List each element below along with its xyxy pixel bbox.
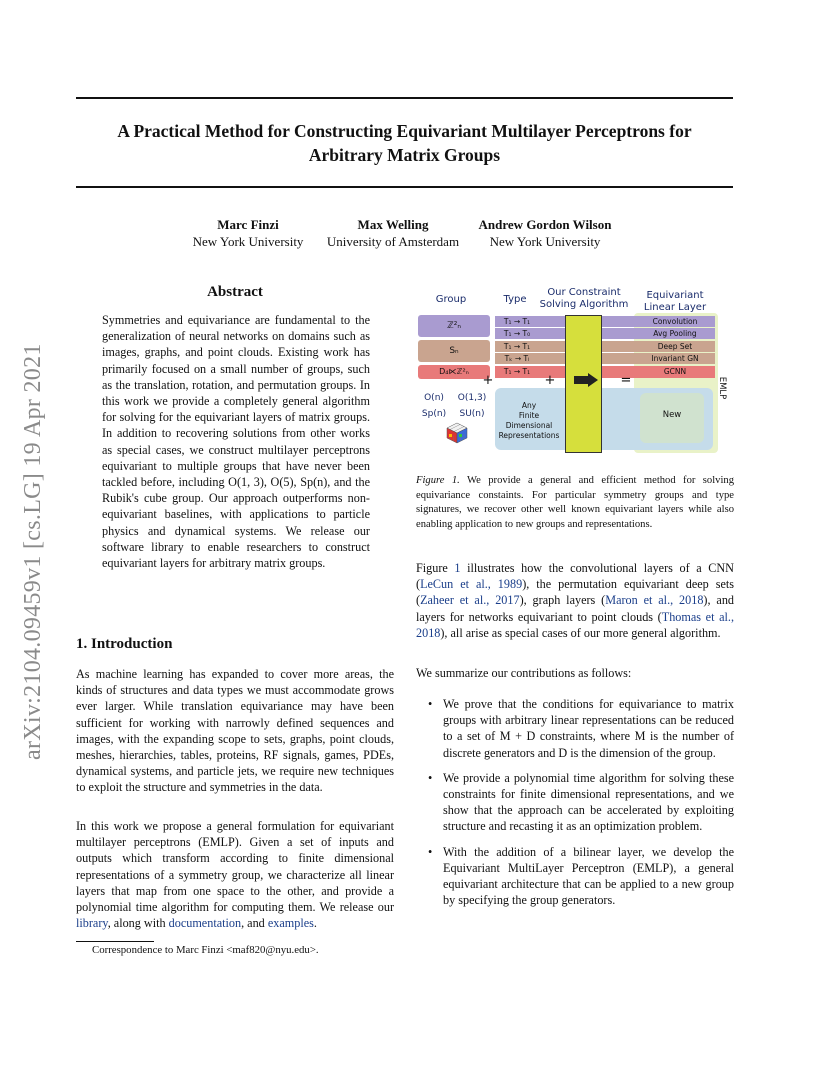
col-type-label: Type <box>503 294 527 305</box>
intro-paragraph-2 <box>76 818 394 931</box>
section-heading: 1. Introduction <box>76 636 173 652</box>
paper-title <box>76 119 733 167</box>
author-affiliation: New York University <box>192 234 304 249</box>
author-name: Marc Finzi <box>217 217 279 232</box>
equals-sign: = <box>620 373 632 388</box>
body-text: ), and layers for networks equivariant to point clouds ( <box>416 593 735 624</box>
list-item: • With the addition of a bilinear layer, we develop the Equivariant MultiLayer Perceptron (EMLP), a general equivariant architecture that can be applied to a new group by specifying the group generators. <box>416 844 734 909</box>
new-group-label: O(1,3) <box>457 393 487 403</box>
body-text: ), graph layers ( <box>519 593 606 608</box>
new-label: New <box>662 410 682 420</box>
documentation-link[interactable]: documentation <box>168 916 242 931</box>
intro-paragraph-1: As machine learning has expanded to cover more areas, the kinds of structures and data types we must accommodate grows ever larger. While translation equivariance may have been sufficient for working with narrowly defined sequences and images, with the expanding scope to sets, graphs, point clouds, meshes, hierarchies, tables, proteins, RF signals, games, PDEs, dynamical systems, and particle jets, we require new techniques to exploit the structure and symmetries in the data. <box>76 667 394 795</box>
right-paragraph-1 <box>416 560 734 641</box>
col-solver-line-2: Solving Algorithm <box>539 299 629 310</box>
examples-link[interactable]: examples <box>267 916 314 931</box>
author-name: Max Welling <box>357 217 429 232</box>
author-2 <box>318 216 468 250</box>
new-group-label: Sp(n) <box>421 409 447 419</box>
layer-label: GCNN <box>663 367 687 376</box>
layer-label: Avg Pooling <box>653 329 697 338</box>
type-label: T₁ → T₁ <box>503 317 531 326</box>
col-layer-line-2: Linear Layer <box>643 302 707 313</box>
list-item: • We prove that the conditions for equivariance to matrix groups with arbitrary linear representations can be reduced to a set of M + D constraints, where M is the number of discrete generators and D is the dimension of the group. <box>416 696 734 761</box>
arxiv-stamp: arXiv:2104.09459v1 [cs.LG] 19 Apr 2021 <box>20 343 46 760</box>
col-group-label: Group <box>435 294 467 305</box>
top-rule <box>76 97 733 99</box>
intro-text: In this work we propose a general formulation for equivariant multilayer perceptrons (EMLP). Given a set of inputs and outputs which transform according to finite dimensional representations of a symmetry group, we characterize all linear layers that map from one space to the other, and provide a polynomial time algorithm for computing them. We release our <box>76 819 394 915</box>
footnote: Correspondence to Marc Finzi <maf820@nyu.edu>. <box>92 944 319 956</box>
caption-label: Figure 1. <box>416 475 460 486</box>
type-label: Tₖ → Tₗ <box>504 354 530 363</box>
col-layer-line-1: Equivariant <box>646 290 704 301</box>
body-text: Figure <box>416 561 455 575</box>
any-line-2: Finite Dimensional <box>505 411 553 430</box>
type-label: T₁ → T₁ <box>503 367 531 376</box>
layer-label: Deep Set <box>657 342 693 351</box>
plus-sign: + <box>544 373 556 388</box>
col-solver-label <box>534 287 634 311</box>
any-line-1: Any <box>521 401 537 410</box>
list-item: • We provide a polynomial time algorithm for solving these constraints for finite dimensional representations, and we show that the approach can be accelerated by exploiting structure and recasting it as an optimization problem. <box>416 770 734 835</box>
type-label: T₁ → T₀ <box>503 329 531 338</box>
arrow-icon <box>574 373 598 387</box>
contributions-list <box>416 696 734 917</box>
title-line-2: Arbitrary Matrix Groups <box>308 145 501 165</box>
intro-text: , along with <box>107 916 169 931</box>
footnote-rule <box>76 941 154 942</box>
caption-text: We provide a general and efficient method for solving equivariance constaints. For particular symmetry groups and type signatures, we recover other well known equivariant layers while also enabling application to new groups and representations. <box>416 475 734 530</box>
any-reps-label <box>496 401 562 441</box>
col-solver-line-1: Our Constraint <box>547 287 621 298</box>
group-label-sn: Sₙ <box>449 346 459 356</box>
figure-caption <box>416 474 734 532</box>
new-group-label: O(n) <box>424 393 444 403</box>
new-group-label: SU(n) <box>459 409 485 419</box>
body-text: ), the permutation equivariant deep sets ( <box>416 577 734 608</box>
library-link[interactable]: library <box>76 916 108 931</box>
citation-link[interactable]: Zaheer et al., 2017 <box>420 593 520 608</box>
plus-sign: + <box>482 373 494 388</box>
abstract-heading: Abstract <box>207 284 263 300</box>
rubiks-cube-icon <box>446 422 468 444</box>
body-text: ), all arise as special cases of our more general algorithm. <box>440 625 721 640</box>
emlp-label: EMLP <box>717 376 727 400</box>
right-paragraph-2: We summarize our contributions as follows: <box>416 666 632 680</box>
author-1 <box>178 216 318 250</box>
body-text: illustrates how the convolutional layers of a CNN ( <box>416 561 734 592</box>
layer-label: Convolution <box>652 317 698 326</box>
author-name: Andrew Gordon Wilson <box>478 217 612 232</box>
layer-label: Invariant GN <box>651 354 699 363</box>
intro-text: , and <box>241 916 268 931</box>
any-line-3: Representations <box>498 431 560 440</box>
author-affiliation: University of Amsterdam <box>326 234 460 249</box>
figure-ref-link[interactable]: 1 <box>454 561 461 575</box>
abstract-text: Symmetries and equivariance are fundamental to the generalization of neural networks on domains such as images, graphs, and point clouds. Existing work has primarily focused on a small number of groups, such as the translation, rotation, and permutation groups. In this work we provide a completely general algorithm for solving for the equivariant layers of matrix groups. In addition to recovering solutions from other works as special cases, we construct multilayer perceptrons equivariant to multiple groups that have never been tackled before, including O(1, 3), O(5), Sp(n), and the Rubik's cube group. Our approach outperforms non-equivariant baselines, with applications to particle physics and dynamical systems. We release our software library to enable researchers to construct equivariant layers for arbitrary matrix groups. <box>102 313 370 571</box>
author-affiliation: New York University <box>489 234 601 249</box>
group-label-zn2: ℤ²ₙ <box>447 321 461 331</box>
col-layer-label <box>638 290 712 314</box>
intro-text: . <box>313 916 317 931</box>
title-line-1: A Practical Method for Constructing Equivariant Multilayer Perceptrons for <box>117 121 692 141</box>
author-3 <box>470 216 620 250</box>
type-label: T₁ → T₁ <box>503 342 531 351</box>
citation-link[interactable]: Thomas et al., 2018 <box>416 609 734 640</box>
group-label-d4: D₄⋉ℤ²ₙ <box>439 367 469 376</box>
citation-link[interactable]: LeCun et al., 1989 <box>420 577 523 592</box>
citation-link[interactable]: Maron et al., 2018 <box>605 593 704 608</box>
title-bottom-rule <box>76 186 733 188</box>
figure-1 <box>416 285 734 455</box>
